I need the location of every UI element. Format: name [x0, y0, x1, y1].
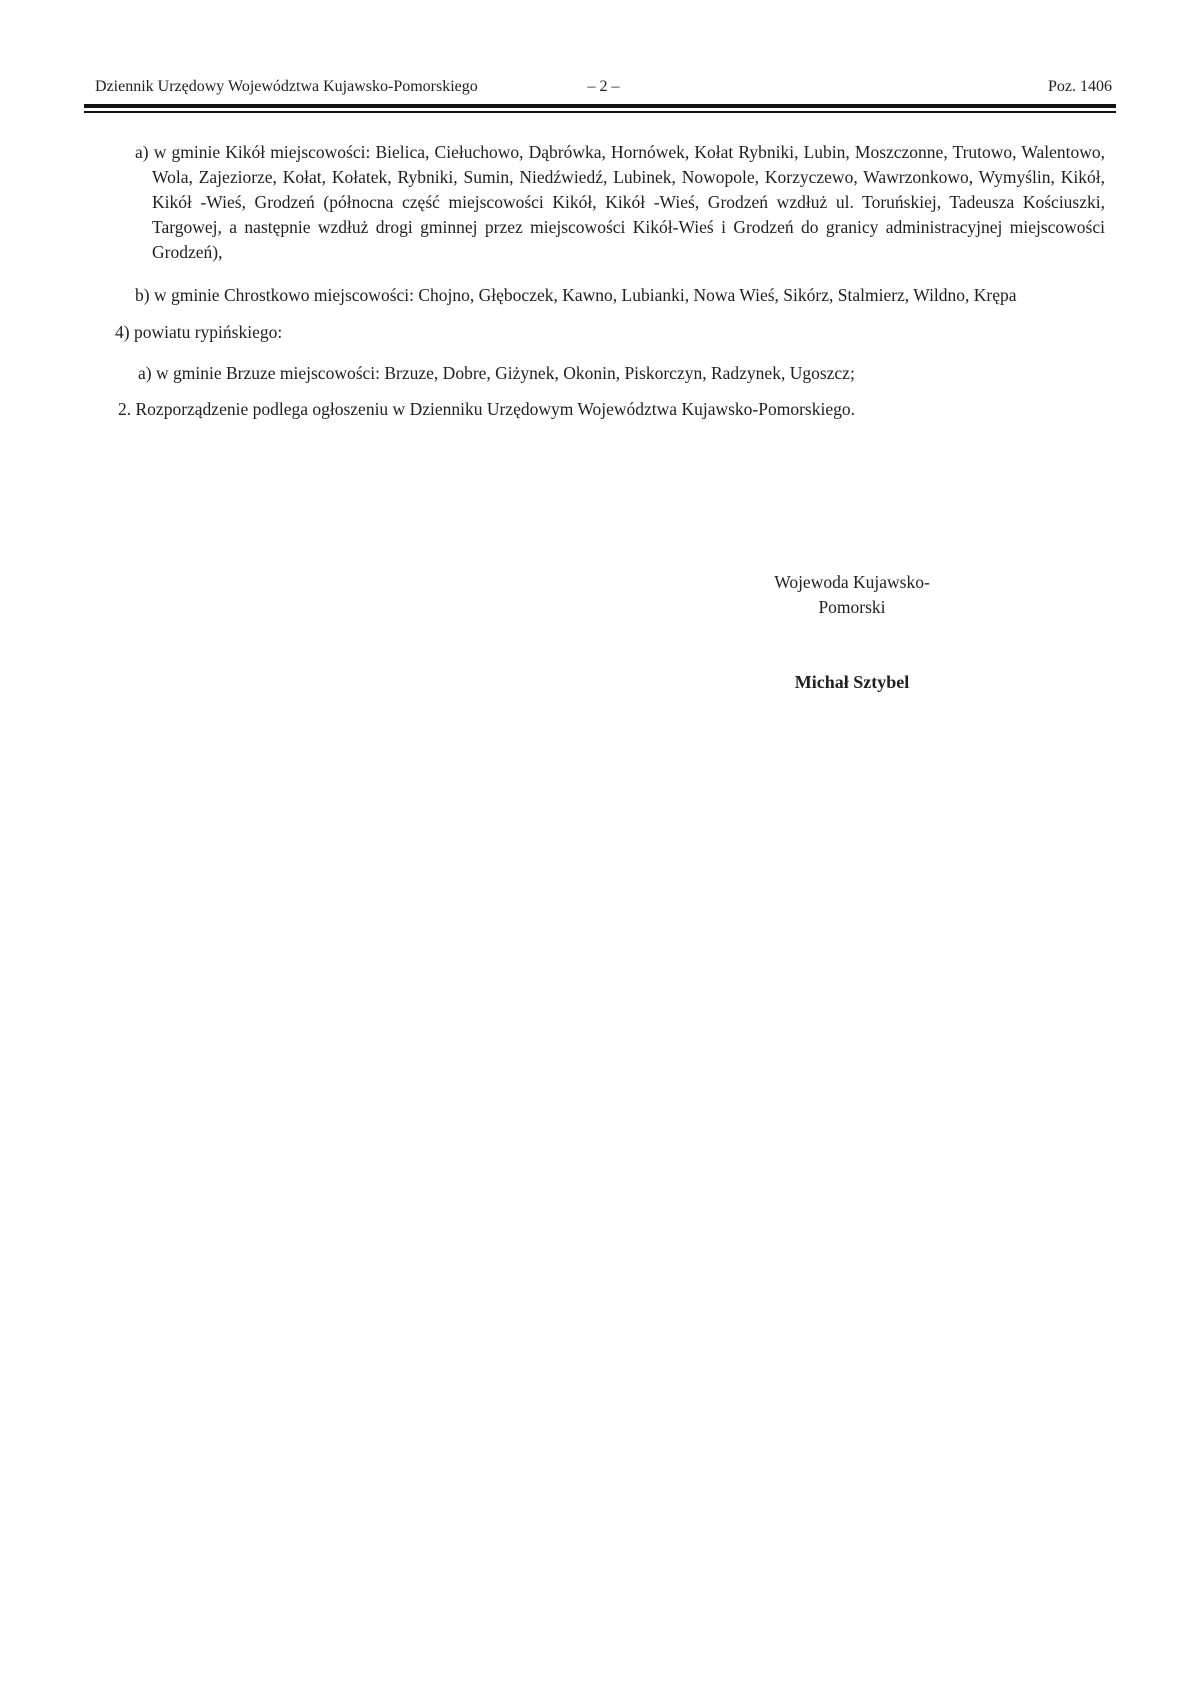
paragraph-item-4-powiat-rypinski: 4) powiatu rypińskiego:: [115, 322, 283, 342]
page-header: [95, 76, 1112, 98]
page-number: – 2 –: [587, 78, 620, 95]
journal-title: Dziennik Urzędowy Województwa Kujawsko-Pomorskiego: [95, 78, 478, 95]
paragraph-item-4a-gmina-brzuze: a) w gminie Brzuze miejscowości: Brzuze, Dobre, Giżynek, Okonin, Piskorczyn, Radzynek, Ugoszcz;: [138, 363, 855, 383]
signature-role: Wojewoda Kujawsko-Pomorski: [774, 572, 930, 617]
paragraph-section-2-publication: 2. Rozporządzenie podlega ogłoszeniu w Dzienniku Urzędowym Województwa Kujawsko-Pomorskiego.: [118, 399, 855, 419]
signature-name: Michał Sztybel: [794, 672, 910, 692]
document-body: [95, 140, 1105, 422]
paragraph-item-b-gmina-chrostkowo: b) w gminie Chrostkowo miejscowości: Chojno, Głęboczek, Kawno, Lubianki, Nowa Wieś, Sikórz, Stalmierz, Wildno, Krępa: [135, 285, 1017, 305]
header-divider-rule: [84, 104, 1116, 113]
paragraph-item-a-gmina-kikol: a) w gminie Kikół miejscowości: Bielica, Ciełuchowo, Dąbrówka, Hornówek, Kołat Rybniki, Lubin, Moszczonne, Trutowo, Walentowo, Wola, Zajeziorze, Kołat, Kołatek, Rybniki, Sumin, Niedźwiedź, Lubinek, Nowopole, Korzyczewo, Wawrzonkowo, Wymyślin, Kikół, Kikół -Wieś, Grodzeń (północna część miejscowości Kikół, Kikół -Wieś, Grodzeń wzdłuż ul. Toruńskiej, Tadeusza Kościuszki, Targowej, a następnie wzdłuż drogi gminnej przez miejscowości Kikół-Wieś i Grodzeń do granicy administracyjnej miejscowości Grodzeń),: [135, 142, 1105, 262]
signature-block: [741, 570, 963, 695]
position-number: Poz. 1406: [1048, 78, 1112, 95]
